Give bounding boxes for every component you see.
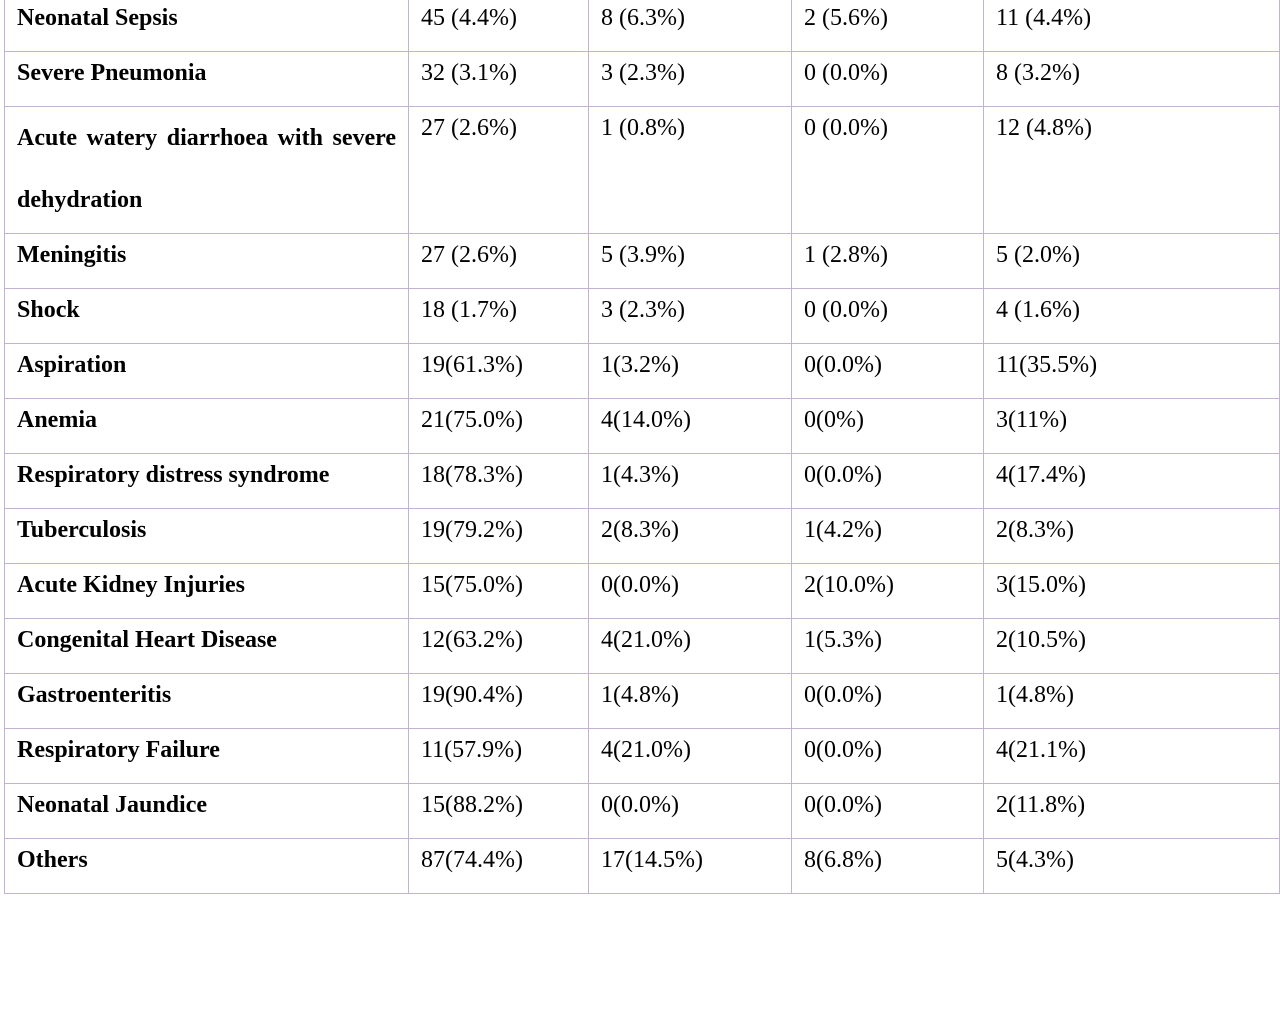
table-row — [5, 52, 1280, 107]
table-cell: 2(8.3%) — [984, 509, 1280, 564]
table-cell: 1 (2.8%) — [792, 234, 984, 289]
row-label: Others — [5, 839, 409, 894]
table-row — [5, 234, 1280, 289]
table-cell: 87(74.4%) — [409, 839, 589, 894]
table-cell: 1(3.2%) — [589, 344, 792, 399]
table-cell: 1(5.3%) — [792, 619, 984, 674]
table-cell: 0(0.0%) — [792, 344, 984, 399]
table-cell: 8(6.8%) — [792, 839, 984, 894]
table-cell: 4(17.4%) — [984, 454, 1280, 509]
table-cell: 0(0.0%) — [589, 564, 792, 619]
table-cell: 1(4.3%) — [589, 454, 792, 509]
table-cell: 0(0.0%) — [792, 674, 984, 729]
row-label: Congenital Heart Disease — [5, 619, 409, 674]
table-cell: 12 (4.8%) — [984, 107, 1280, 234]
row-label: Anemia — [5, 399, 409, 454]
table-row — [5, 107, 1280, 234]
table-cell: 19(61.3%) — [409, 344, 589, 399]
table-cell: 5(4.3%) — [984, 839, 1280, 894]
table-row — [5, 344, 1280, 399]
table-cell: 8 (3.2%) — [984, 52, 1280, 107]
diagnosis-table — [4, 0, 1280, 894]
table-cell: 2(11.8%) — [984, 784, 1280, 839]
table-cell: 2 (5.6%) — [792, 0, 984, 52]
table-cell: 15(75.0%) — [409, 564, 589, 619]
table-row — [5, 289, 1280, 344]
table-cell: 27 (2.6%) — [409, 234, 589, 289]
row-label: Tuberculosis — [5, 509, 409, 564]
table-row — [5, 674, 1280, 729]
row-label: Gastroenteritis — [5, 674, 409, 729]
table-cell: 1 (0.8%) — [589, 107, 792, 234]
row-label: Acute Kidney Injuries — [5, 564, 409, 619]
table-cell: 3(11%) — [984, 399, 1280, 454]
row-label: Acute watery diarrhoea with severe dehydration — [5, 107, 409, 234]
table-cell: 2(8.3%) — [589, 509, 792, 564]
table-cell: 1(4.8%) — [984, 674, 1280, 729]
table-row — [5, 729, 1280, 784]
table-cell: 18 (1.7%) — [409, 289, 589, 344]
table-cell: 4(21.0%) — [589, 619, 792, 674]
table-cell: 0(0%) — [792, 399, 984, 454]
row-label: Shock — [5, 289, 409, 344]
table-cell: 0 (0.0%) — [792, 52, 984, 107]
table-row — [5, 619, 1280, 674]
table-cell: 11(35.5%) — [984, 344, 1280, 399]
table-row — [5, 0, 1280, 52]
table-cell: 0(0.0%) — [792, 454, 984, 509]
table-cell: 5 (2.0%) — [984, 234, 1280, 289]
table-cell: 15(88.2%) — [409, 784, 589, 839]
table-cell: 0(0.0%) — [792, 729, 984, 784]
row-label: Severe Pneumonia — [5, 52, 409, 107]
table-cell: 19(79.2%) — [409, 509, 589, 564]
table-cell: 19(90.4%) — [409, 674, 589, 729]
row-label: Meningitis — [5, 234, 409, 289]
table-cell: 0 (0.0%) — [792, 289, 984, 344]
table-cell: 0 (0.0%) — [792, 107, 984, 234]
table-cell: 2(10.0%) — [792, 564, 984, 619]
table-cell: 0(0.0%) — [589, 784, 792, 839]
table-cell: 4(14.0%) — [589, 399, 792, 454]
table-cell: 1(4.2%) — [792, 509, 984, 564]
row-label: Respiratory Failure — [5, 729, 409, 784]
table-cell: 45 (4.4%) — [409, 0, 589, 52]
table-cell: 5 (3.9%) — [589, 234, 792, 289]
table-row — [5, 564, 1280, 619]
row-label: Neonatal Sepsis — [5, 0, 409, 52]
table-cell: 12(63.2%) — [409, 619, 589, 674]
table-cell: 11 (4.4%) — [984, 0, 1280, 52]
table-cell: 3(15.0%) — [984, 564, 1280, 619]
table-row — [5, 399, 1280, 454]
table-cell: 8 (6.3%) — [589, 0, 792, 52]
table-cell: 1(4.8%) — [589, 674, 792, 729]
table-cell: 32 (3.1%) — [409, 52, 589, 107]
row-label: Neonatal Jaundice — [5, 784, 409, 839]
table-cell: 18(78.3%) — [409, 454, 589, 509]
table-cell: 11(57.9%) — [409, 729, 589, 784]
table-row — [5, 454, 1280, 509]
table-cell: 4 (1.6%) — [984, 289, 1280, 344]
table-cell: 0(0.0%) — [792, 784, 984, 839]
table-cell: 4(21.0%) — [589, 729, 792, 784]
table-row — [5, 839, 1280, 894]
table-cell: 21(75.0%) — [409, 399, 589, 454]
table-cell: 17(14.5%) — [589, 839, 792, 894]
row-label: Aspiration — [5, 344, 409, 399]
table-cell: 3 (2.3%) — [589, 289, 792, 344]
table-cell: 2(10.5%) — [984, 619, 1280, 674]
row-label: Respiratory distress syndrome — [5, 454, 409, 509]
table-cell: 4(21.1%) — [984, 729, 1280, 784]
table-cell: 3 (2.3%) — [589, 52, 792, 107]
table-row — [5, 784, 1280, 839]
table-row — [5, 509, 1280, 564]
table-cell: 27 (2.6%) — [409, 107, 589, 234]
